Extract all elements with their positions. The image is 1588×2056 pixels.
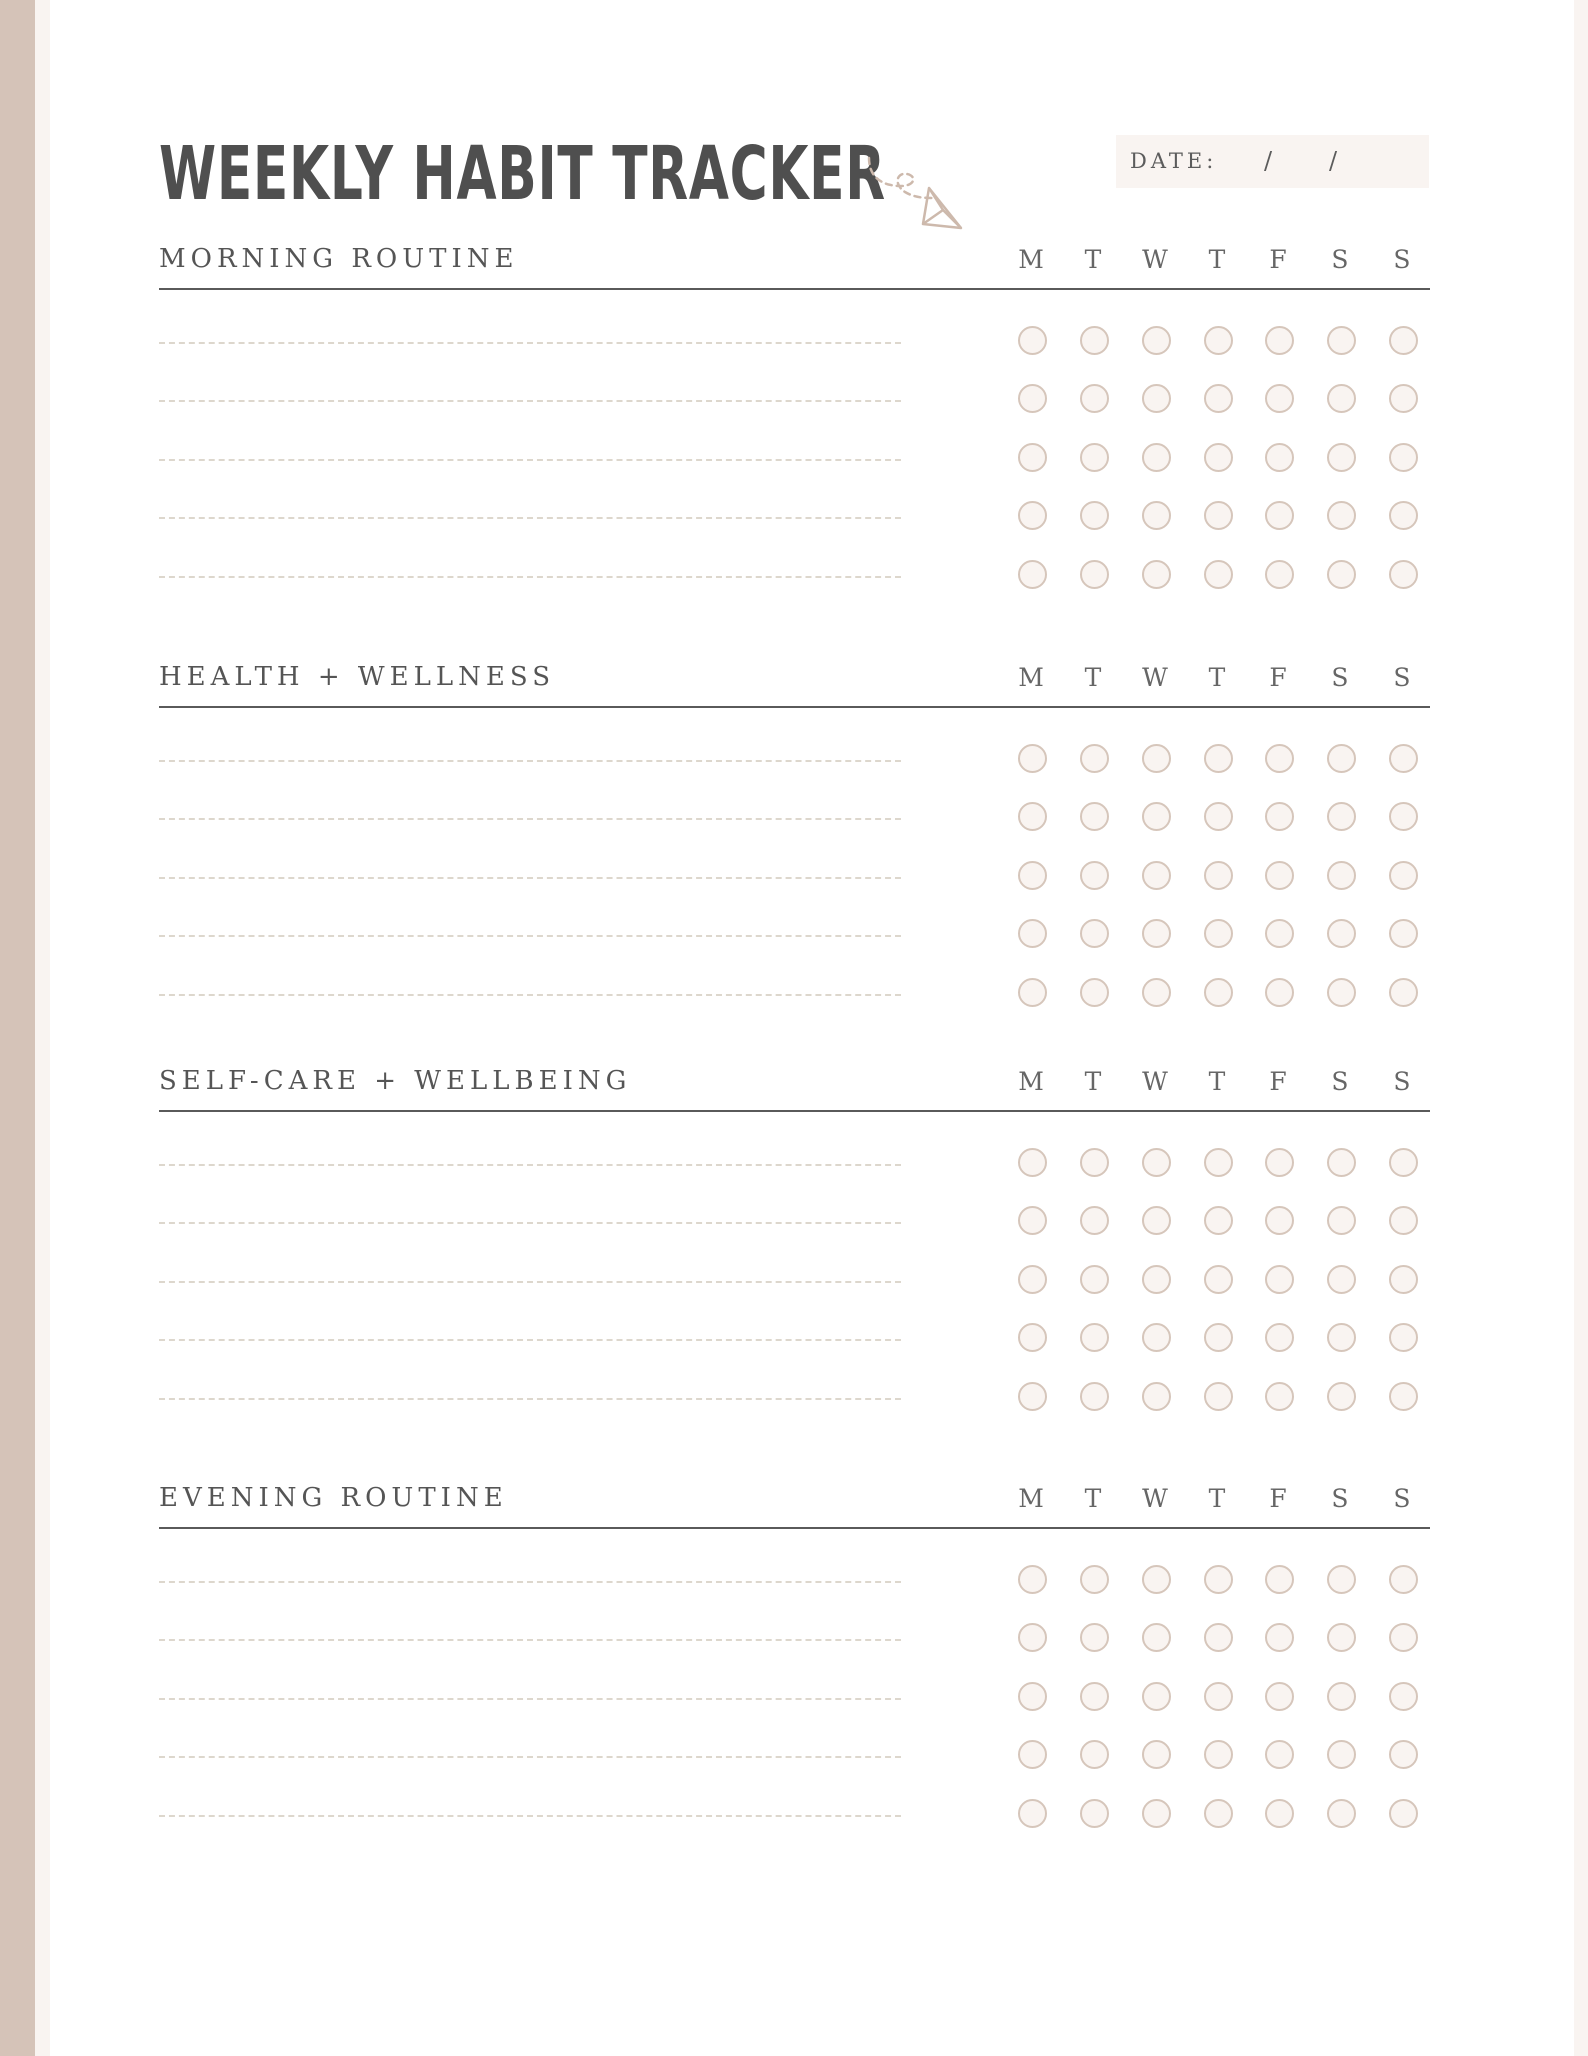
habit-checkbox[interactable] xyxy=(1204,326,1233,355)
habit-checkbox[interactable] xyxy=(1265,443,1294,472)
habit-checkbox[interactable] xyxy=(1018,326,1047,355)
habit-checkbox[interactable] xyxy=(1327,1148,1356,1177)
habit-checkbox[interactable] xyxy=(1142,443,1171,472)
habit-checkbox[interactable] xyxy=(1265,919,1294,948)
habit-checkbox[interactable] xyxy=(1327,978,1356,1007)
habit-name-line[interactable] xyxy=(159,1815,901,1817)
habit-checkbox[interactable] xyxy=(1142,1148,1171,1177)
habit-row xyxy=(159,738,1430,778)
date-field[interactable] xyxy=(1116,135,1429,188)
habit-row xyxy=(159,1617,1430,1657)
habit-checkbox[interactable] xyxy=(1018,560,1047,589)
day-label: T xyxy=(1208,1484,1226,1513)
habit-checkbox[interactable] xyxy=(1265,501,1294,530)
habit-checkbox[interactable] xyxy=(1389,1382,1418,1411)
habit-checkbox[interactable] xyxy=(1389,861,1418,890)
habit-tracker-page xyxy=(159,0,1430,2056)
habit-checkbox[interactable] xyxy=(1142,802,1171,831)
habit-checkbox[interactable] xyxy=(1327,326,1356,355)
habit-checkbox[interactable] xyxy=(1204,861,1233,890)
habit-row xyxy=(159,554,1430,594)
habit-checkbox[interactable] xyxy=(1265,1799,1294,1828)
habit-checkbox[interactable] xyxy=(1018,919,1047,948)
habit-checkbox[interactable] xyxy=(1265,1206,1294,1235)
section-header xyxy=(159,1050,1430,1112)
habit-checkbox[interactable] xyxy=(1080,1148,1109,1177)
habit-checkbox[interactable] xyxy=(1327,1206,1356,1235)
habit-checkbox[interactable] xyxy=(1204,1323,1233,1352)
habit-checkbox[interactable] xyxy=(1018,1565,1047,1594)
habit-checkbox[interactable] xyxy=(1080,1623,1109,1652)
day-label: M xyxy=(1018,1067,1044,1096)
habit-checkbox[interactable] xyxy=(1204,384,1233,413)
page-title: WEEKLY HABIT TRACKER xyxy=(159,131,886,217)
habit-checkbox[interactable] xyxy=(1327,443,1356,472)
day-label: F xyxy=(1269,245,1287,274)
habit-checkbox[interactable] xyxy=(1080,501,1109,530)
habit-name-line[interactable] xyxy=(159,818,901,820)
habit-checkbox[interactable] xyxy=(1327,1565,1356,1594)
habit-checkbox[interactable] xyxy=(1018,1799,1047,1828)
habit-checkbox[interactable] xyxy=(1204,1623,1233,1652)
day-label: S xyxy=(1393,663,1411,692)
habit-name-line[interactable] xyxy=(159,459,901,461)
habit-checkbox[interactable] xyxy=(1080,443,1109,472)
date-separator-1: / xyxy=(1264,147,1277,175)
day-label: M xyxy=(1018,245,1044,274)
habit-checkbox[interactable] xyxy=(1327,802,1356,831)
habit-name-line[interactable] xyxy=(159,1698,901,1700)
habit-row xyxy=(159,796,1430,836)
habit-checkbox[interactable] xyxy=(1018,802,1047,831)
date-label: DATE: xyxy=(1130,149,1218,173)
habit-checkbox[interactable] xyxy=(1142,1265,1171,1294)
day-label: F xyxy=(1269,1484,1287,1513)
habit-checkbox[interactable] xyxy=(1327,560,1356,589)
day-label: T xyxy=(1208,1067,1226,1096)
day-label: S xyxy=(1393,245,1411,274)
habit-checkbox[interactable] xyxy=(1327,1265,1356,1294)
day-label: F xyxy=(1269,663,1287,692)
habit-checkbox[interactable] xyxy=(1142,1623,1171,1652)
left-inner-stripe xyxy=(35,0,50,2056)
habit-checkbox[interactable] xyxy=(1142,978,1171,1007)
section-title: MORNING ROUTINE xyxy=(159,244,519,274)
habit-checkbox[interactable] xyxy=(1142,1682,1171,1711)
habit-checkbox[interactable] xyxy=(1389,1323,1418,1352)
section-title: HEALTH + WELLNESS xyxy=(159,662,556,692)
habit-checkbox[interactable] xyxy=(1389,501,1418,530)
habit-checkbox[interactable] xyxy=(1389,1799,1418,1828)
section-header xyxy=(159,228,1430,290)
habit-checkbox[interactable] xyxy=(1142,1799,1171,1828)
habit-checkbox[interactable] xyxy=(1142,744,1171,773)
habit-checkbox[interactable] xyxy=(1389,326,1418,355)
habit-checkbox[interactable] xyxy=(1265,978,1294,1007)
habit-checkbox[interactable] xyxy=(1080,1206,1109,1235)
habit-checkbox[interactable] xyxy=(1080,1265,1109,1294)
habit-checkbox[interactable] xyxy=(1265,802,1294,831)
habit-row xyxy=(159,1200,1430,1240)
habit-checkbox[interactable] xyxy=(1327,1799,1356,1828)
habit-checkbox[interactable] xyxy=(1080,744,1109,773)
section-4 xyxy=(159,1467,1430,1529)
habit-checkbox[interactable] xyxy=(1080,861,1109,890)
habit-checkbox[interactable] xyxy=(1018,1206,1047,1235)
habit-checkbox[interactable] xyxy=(1389,1265,1418,1294)
habit-checkbox[interactable] xyxy=(1204,1740,1233,1769)
habit-checkbox[interactable] xyxy=(1018,1148,1047,1177)
section-title: EVENING ROUTINE xyxy=(159,1483,508,1513)
section-3 xyxy=(159,1050,1430,1112)
habit-checkbox[interactable] xyxy=(1142,326,1171,355)
habit-checkbox[interactable] xyxy=(1389,744,1418,773)
habit-row xyxy=(159,495,1430,535)
right-edge-stripe xyxy=(1574,0,1588,2056)
habit-checkbox[interactable] xyxy=(1265,1148,1294,1177)
habit-name-line[interactable] xyxy=(159,517,901,519)
habit-name-line[interactable] xyxy=(159,1398,901,1400)
section-title: SELF-CARE + WELLBEING xyxy=(159,1066,632,1096)
habit-row xyxy=(159,1793,1430,1833)
habit-checkbox[interactable] xyxy=(1080,802,1109,831)
habit-checkbox[interactable] xyxy=(1389,560,1418,589)
day-label: T xyxy=(1084,245,1102,274)
habit-checkbox[interactable] xyxy=(1204,560,1233,589)
day-label: T xyxy=(1084,1484,1102,1513)
habit-checkbox[interactable] xyxy=(1142,1206,1171,1235)
day-label: W xyxy=(1142,245,1168,274)
habit-checkbox[interactable] xyxy=(1018,1323,1047,1352)
day-label: S xyxy=(1331,1484,1349,1513)
habit-checkbox[interactable] xyxy=(1018,384,1047,413)
habit-name-line[interactable] xyxy=(159,994,901,996)
habit-checkbox[interactable] xyxy=(1080,978,1109,1007)
habit-checkbox[interactable] xyxy=(1018,1265,1047,1294)
habit-checkbox[interactable] xyxy=(1327,861,1356,890)
left-accent-bar xyxy=(0,0,35,2056)
habit-checkbox[interactable] xyxy=(1080,1740,1109,1769)
habit-checkbox[interactable] xyxy=(1142,501,1171,530)
day-label: T xyxy=(1208,663,1226,692)
habit-name-line[interactable] xyxy=(159,1164,901,1166)
habit-checkbox[interactable] xyxy=(1389,1682,1418,1711)
habit-checkbox[interactable] xyxy=(1327,1323,1356,1352)
habit-checkbox[interactable] xyxy=(1204,1148,1233,1177)
habit-checkbox[interactable] xyxy=(1389,1740,1418,1769)
habit-name-line[interactable] xyxy=(159,877,901,879)
habit-checkbox[interactable] xyxy=(1389,1623,1418,1652)
habit-checkbox[interactable] xyxy=(1389,802,1418,831)
habit-checkbox[interactable] xyxy=(1327,1682,1356,1711)
habit-checkbox[interactable] xyxy=(1080,1799,1109,1828)
habit-row xyxy=(159,1142,1430,1182)
date-separator-2: / xyxy=(1329,147,1342,175)
habit-checkbox[interactable] xyxy=(1265,1682,1294,1711)
habit-checkbox[interactable] xyxy=(1389,1565,1418,1594)
habit-row xyxy=(159,972,1430,1012)
day-label: S xyxy=(1331,245,1349,274)
habit-checkbox[interactable] xyxy=(1327,501,1356,530)
habit-name-line[interactable] xyxy=(159,576,901,578)
habit-checkbox[interactable] xyxy=(1142,1740,1171,1769)
habit-row xyxy=(159,437,1430,477)
habit-checkbox[interactable] xyxy=(1018,744,1047,773)
habit-checkbox[interactable] xyxy=(1389,919,1418,948)
habit-checkbox[interactable] xyxy=(1142,1565,1171,1594)
habit-row xyxy=(159,1734,1430,1774)
habit-checkbox[interactable] xyxy=(1204,1206,1233,1235)
section-header xyxy=(159,646,1430,708)
habit-checkbox[interactable] xyxy=(1204,919,1233,948)
day-label: S xyxy=(1331,1067,1349,1096)
habit-row xyxy=(159,320,1430,360)
habit-name-line[interactable] xyxy=(159,935,901,937)
habit-name-line[interactable] xyxy=(159,400,901,402)
habit-checkbox[interactable] xyxy=(1018,443,1047,472)
habit-name-line[interactable] xyxy=(159,1281,901,1283)
habit-checkbox[interactable] xyxy=(1265,384,1294,413)
habit-checkbox[interactable] xyxy=(1018,1623,1047,1652)
habit-checkbox[interactable] xyxy=(1080,384,1109,413)
section-header xyxy=(159,1467,1430,1529)
habit-checkbox[interactable] xyxy=(1142,1382,1171,1411)
habit-checkbox[interactable] xyxy=(1265,560,1294,589)
day-label: T xyxy=(1084,663,1102,692)
day-label: M xyxy=(1018,1484,1044,1513)
habit-checkbox[interactable] xyxy=(1204,1565,1233,1594)
habit-checkbox[interactable] xyxy=(1018,861,1047,890)
habit-checkbox[interactable] xyxy=(1018,1740,1047,1769)
habit-checkbox[interactable] xyxy=(1265,1265,1294,1294)
habit-checkbox[interactable] xyxy=(1080,919,1109,948)
habit-name-line[interactable] xyxy=(159,1222,901,1224)
habit-row xyxy=(159,1559,1430,1599)
habit-name-line[interactable] xyxy=(159,1639,901,1641)
habit-checkbox[interactable] xyxy=(1142,1323,1171,1352)
habit-checkbox[interactable] xyxy=(1204,1799,1233,1828)
day-label: W xyxy=(1142,1484,1168,1513)
habit-checkbox[interactable] xyxy=(1389,1148,1418,1177)
habit-checkbox[interactable] xyxy=(1142,861,1171,890)
habit-checkbox[interactable] xyxy=(1389,384,1418,413)
habit-checkbox[interactable] xyxy=(1080,326,1109,355)
habit-checkbox[interactable] xyxy=(1327,1623,1356,1652)
section-1 xyxy=(159,228,1430,290)
habit-checkbox[interactable] xyxy=(1327,1382,1356,1411)
habit-checkbox[interactable] xyxy=(1204,744,1233,773)
day-label: S xyxy=(1393,1484,1411,1513)
habit-checkbox[interactable] xyxy=(1265,744,1294,773)
day-label: T xyxy=(1084,1067,1102,1096)
habit-checkbox[interactable] xyxy=(1204,1382,1233,1411)
habit-row xyxy=(159,1676,1430,1716)
section-2 xyxy=(159,646,1430,708)
habit-checkbox[interactable] xyxy=(1204,1682,1233,1711)
habit-row xyxy=(159,378,1430,418)
habit-checkbox[interactable] xyxy=(1389,978,1418,1007)
habit-row xyxy=(159,1376,1430,1416)
habit-checkbox[interactable] xyxy=(1080,560,1109,589)
habit-checkbox[interactable] xyxy=(1142,560,1171,589)
habit-checkbox[interactable] xyxy=(1204,1265,1233,1294)
day-label: W xyxy=(1142,1067,1168,1096)
habit-name-line[interactable] xyxy=(159,1581,901,1583)
habit-checkbox[interactable] xyxy=(1327,1740,1356,1769)
habit-checkbox[interactable] xyxy=(1327,384,1356,413)
habit-checkbox[interactable] xyxy=(1389,1206,1418,1235)
habit-row xyxy=(159,1317,1430,1357)
habit-checkbox[interactable] xyxy=(1265,1382,1294,1411)
habit-checkbox[interactable] xyxy=(1265,1740,1294,1769)
habit-checkbox[interactable] xyxy=(1204,443,1233,472)
habit-name-line[interactable] xyxy=(159,1339,901,1341)
habit-checkbox[interactable] xyxy=(1265,1623,1294,1652)
habit-row xyxy=(159,1259,1430,1299)
habit-name-line[interactable] xyxy=(159,1756,901,1758)
day-label: M xyxy=(1018,663,1044,692)
habit-checkbox[interactable] xyxy=(1018,501,1047,530)
habit-checkbox[interactable] xyxy=(1018,1682,1047,1711)
day-label: S xyxy=(1331,663,1349,692)
habit-checkbox[interactable] xyxy=(1204,802,1233,831)
habit-checkbox[interactable] xyxy=(1327,919,1356,948)
habit-checkbox[interactable] xyxy=(1265,1323,1294,1352)
habit-checkbox[interactable] xyxy=(1265,861,1294,890)
habit-name-line[interactable] xyxy=(159,760,901,762)
day-label: S xyxy=(1393,1067,1411,1096)
habit-checkbox[interactable] xyxy=(1080,1682,1109,1711)
habit-checkbox[interactable] xyxy=(1204,978,1233,1007)
habit-checkbox[interactable] xyxy=(1204,501,1233,530)
habit-checkbox[interactable] xyxy=(1018,978,1047,1007)
habit-row xyxy=(159,855,1430,895)
habit-name-line[interactable] xyxy=(159,342,901,344)
day-label: W xyxy=(1142,663,1168,692)
habit-checkbox[interactable] xyxy=(1018,1382,1047,1411)
day-label: T xyxy=(1208,245,1226,274)
habit-checkbox[interactable] xyxy=(1080,1323,1109,1352)
habit-checkbox[interactable] xyxy=(1080,1565,1109,1594)
habit-checkbox[interactable] xyxy=(1265,326,1294,355)
habit-checkbox[interactable] xyxy=(1389,443,1418,472)
paper-plane-icon xyxy=(865,148,965,232)
habit-checkbox[interactable] xyxy=(1080,1382,1109,1411)
habit-checkbox[interactable] xyxy=(1265,1565,1294,1594)
day-label: F xyxy=(1269,1067,1287,1096)
habit-checkbox[interactable] xyxy=(1327,744,1356,773)
habit-checkbox[interactable] xyxy=(1142,384,1171,413)
habit-row xyxy=(159,913,1430,953)
habit-checkbox[interactable] xyxy=(1142,919,1171,948)
